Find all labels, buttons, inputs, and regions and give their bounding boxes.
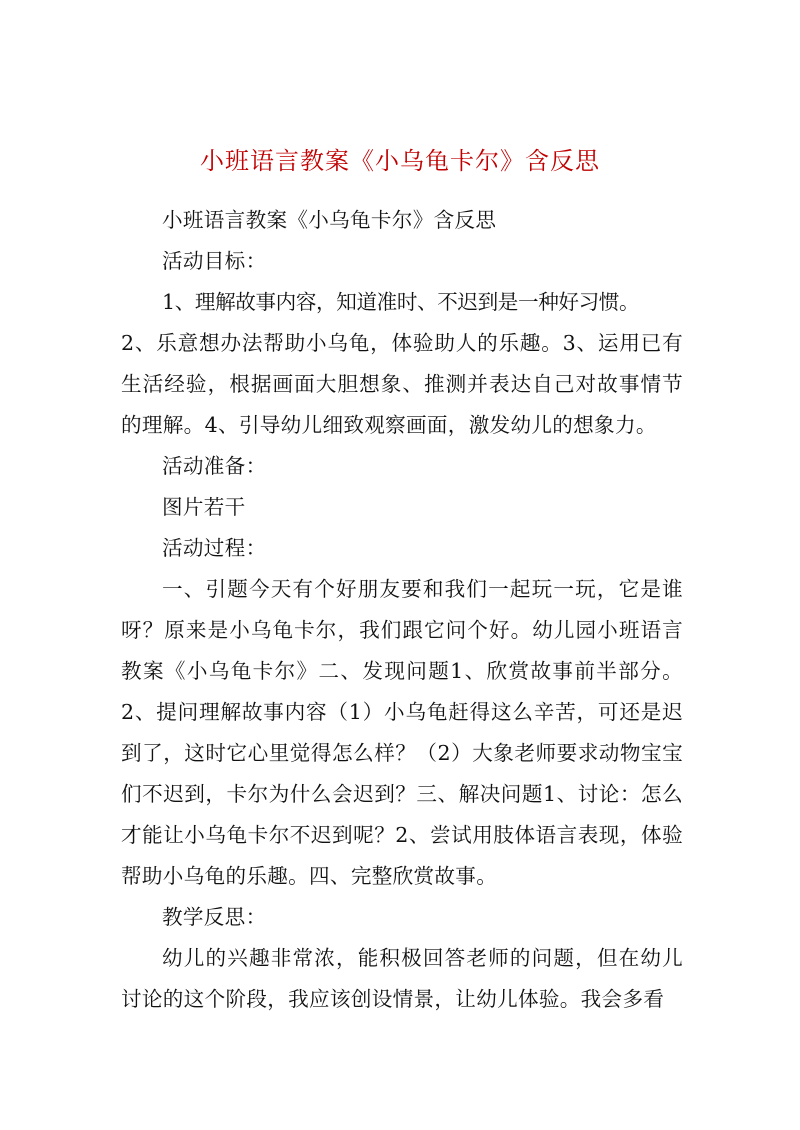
prep-text: 图片若干: [162, 495, 246, 519]
goal-1-paragraph: 1、理解故事内容，知道准时、不迟到是一种好习惯。: [162, 290, 640, 314]
document-body: [121, 200, 683, 1020]
document-title: 小班语言教案《小乌龟卡尔》含反思: [200, 147, 600, 175]
process-paragraph: 一、引题今天有个好朋友要和我们一起玩一玩，它是谁呀？原来是小乌龟卡尔，我们跟它问个好。幼儿园小班语言教案《小乌龟卡尔》二、发现问题1、欣赏故事前半部分。2、提问理解故事内容（1）小乌龟赶得这么辛苦，可还是迟到了，这时它心里觉得怎么样？（2）大象老师要求动物宝宝们不迟到，卡尔为什么会迟到？三、解决问题1、讨论：怎么才能让小乌龟卡尔不迟到呢？2、尝试用肢体语言表现，体验帮助小乌龟的乐趣。四、完整欣赏故事。: [121, 577, 683, 888]
goals-heading: 活动目标：: [162, 249, 267, 273]
subtitle-paragraph: 小班语言教案《小乌龟卡尔》含反思: [162, 208, 497, 232]
reflection-paragraph: 幼儿的兴趣非常浓，能积极回答老师的问题，但在幼儿讨论的这个阶段，我应该创设情景，让幼儿体验。我会多看: [121, 946, 683, 1011]
process-heading: 活动过程：: [162, 536, 267, 560]
goals-rest-paragraph: 2、乐意想办法帮助小乌龟，体验助人的乐趣。3、运用已有生活经验，根据画面大胆想象、推测并表达自己对故事情节的理解。4、引导幼儿细致观察画面，激发幼儿的想象力。: [121, 331, 683, 437]
prep-heading: 活动准备：: [162, 454, 267, 478]
reflection-heading: 教学反思：: [162, 905, 267, 929]
